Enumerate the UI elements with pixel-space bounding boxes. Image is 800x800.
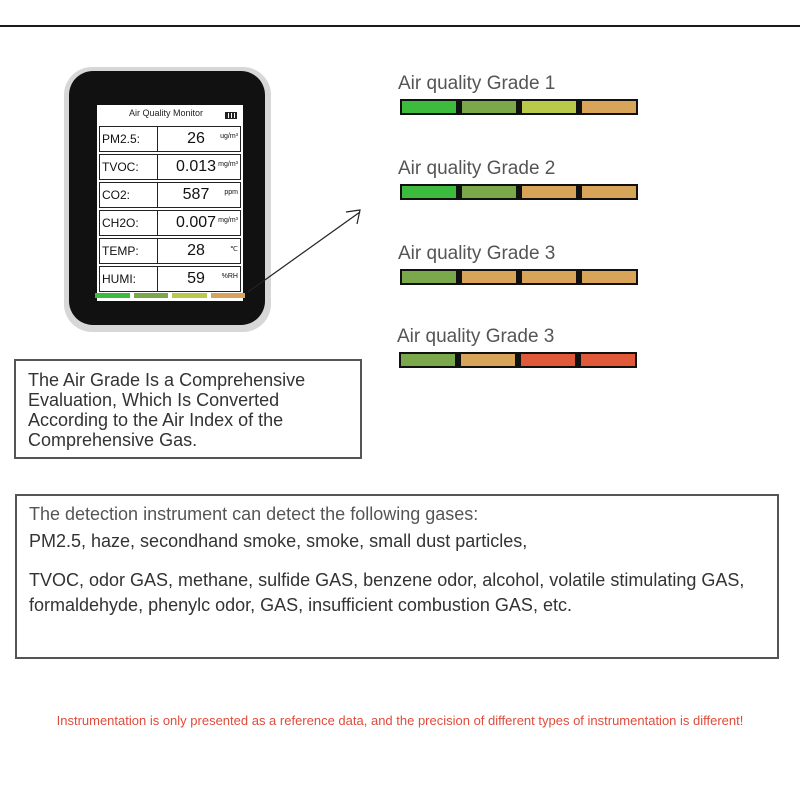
grade-bar [400, 184, 638, 200]
reading-unit: mg/m³ [218, 217, 238, 224]
grade-title: Air quality Grade 3 [397, 326, 555, 347]
grade-item [398, 157, 648, 181]
reading-value: 0.007 [175, 214, 217, 231]
gases-line-1: PM2.5, haze, secondhand smoke, smoke, small dust particles, [29, 531, 528, 551]
grade-bar-segment [582, 271, 636, 283]
reading-value: 28 [187, 242, 205, 259]
reading-value: 59 [187, 270, 205, 287]
reading-label: TEMP: [100, 239, 158, 263]
air-grade-note [14, 359, 362, 459]
grade-bar-segment [522, 271, 576, 283]
screen-title-text: Air Quality Monitor [128, 108, 204, 118]
grade-bar-segment [462, 101, 516, 113]
reading-unit: ppm [224, 189, 238, 196]
grade-bar-segment [462, 186, 516, 198]
reading-label: CO2: [100, 183, 158, 207]
grade-bar-segment [461, 354, 515, 366]
grade-bar-segment [402, 101, 456, 113]
grade-bar-segment [582, 101, 636, 113]
reading-label: PM2.5: [100, 127, 158, 151]
reading-unit: mg/m³ [218, 161, 238, 168]
grade-bar-segment [522, 186, 576, 198]
reading-unit: %RH [221, 273, 238, 280]
grade-bar-segment [521, 354, 575, 366]
grade-bar-segment [582, 186, 636, 198]
grade-bar-segment [581, 354, 635, 366]
grade-bar-segment [462, 271, 516, 283]
grade-title: Air quality Grade 2 [398, 158, 556, 179]
grade-title: Air quality Grade 1 [398, 73, 556, 94]
grade-bar [399, 352, 637, 368]
gases-line-2: TVOC, odor GAS, methane, sulfide GAS, benzene odor, alcohol, volatile stimulating GAS, formaldehyde, phenylc odor, GAS, insufficient combustion GAS, etc. [29, 570, 745, 615]
grade-item [398, 242, 648, 266]
reading-value: 26 [187, 130, 205, 147]
disclaimer-text: Instrumentation is only presented as a reference data, and the precision of different types of instrumentation is different! [56, 713, 744, 728]
reading-unit: ug/m³ [220, 133, 238, 140]
grade-bar [400, 269, 638, 285]
grade-bar-segment [401, 354, 455, 366]
detectable-gases-box [15, 494, 779, 659]
reading-label: CH2O: [100, 211, 158, 235]
grade-bar-segment [522, 101, 576, 113]
grade-item [397, 325, 647, 349]
reading-label: HUMI: [100, 267, 158, 291]
gases-heading: The detection instrument can detect the following gases: [29, 504, 479, 524]
reading-value: 0.013 [175, 158, 217, 175]
grade-bar-segment [402, 271, 456, 283]
grade-item [398, 72, 648, 96]
grade-bar [400, 99, 638, 115]
reading-value: 587 [182, 186, 210, 203]
reading-label: TVOC: [100, 155, 158, 179]
air-grade-note-text: The Air Grade Is a Comprehensive Evaluation, Which Is Converted According to the Air Index of the Comprehensive Gas. [28, 370, 306, 450]
grade-bar-segment [402, 186, 456, 198]
reading-unit: ℃ [230, 246, 238, 253]
grade-title: Air quality Grade 3 [398, 243, 556, 264]
